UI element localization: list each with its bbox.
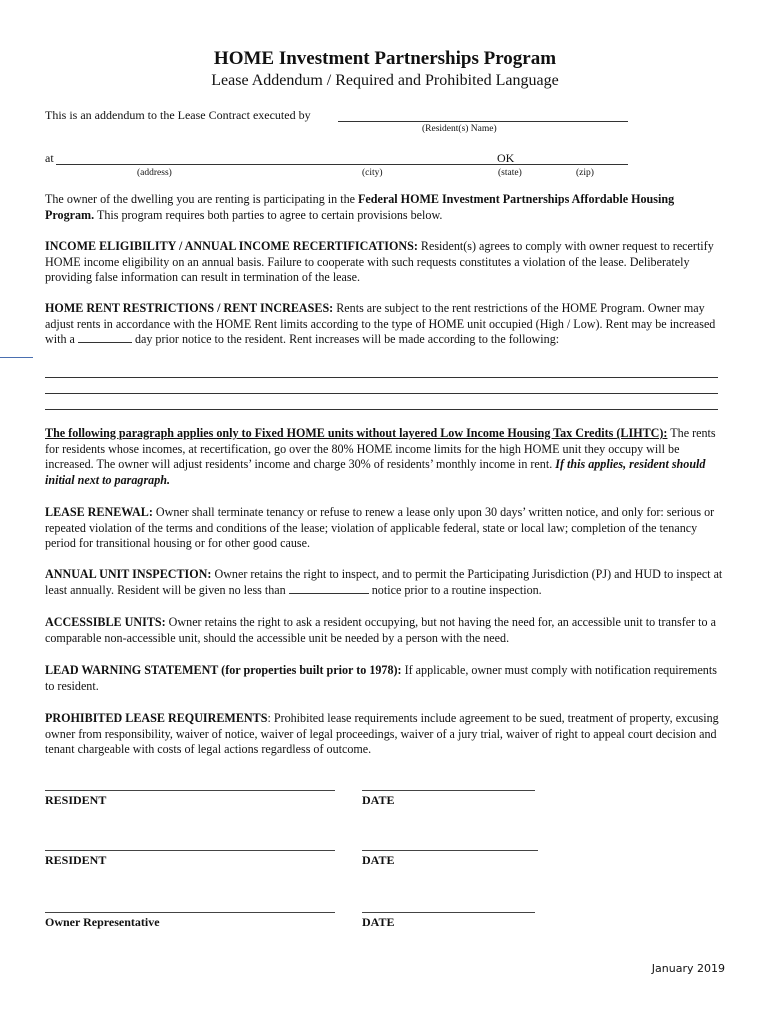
inspection-heading: ANNUAL UNIT INSPECTION: bbox=[45, 567, 212, 581]
state-value: OK bbox=[497, 151, 515, 165]
rent-terms-line-3[interactable] bbox=[45, 409, 718, 410]
rent-terms-line-2[interactable] bbox=[45, 393, 718, 394]
date-1-label: DATE bbox=[362, 793, 395, 807]
rent-terms-line-1[interactable] bbox=[45, 377, 718, 378]
accessible-section: ACCESSIBLE UNITS: Owner retains the right to ask a resident occupying, but not having the need for, an accessible unit to transfer to a comparable non-accessible unit, should the accessible unit be needed by a person with the need. bbox=[45, 615, 716, 645]
inspection-section: ANNUAL UNIT INSPECTION: Owner retains the right to inspect, and to permit the Participating Jurisdiction (PJ) and HUD to inspect at least annually. Resident will be given no less than notice prior to a routine inspection. bbox=[45, 567, 723, 597]
rent-heading: HOME RENT RESTRICTIONS / RENT INCREASES: bbox=[45, 301, 334, 315]
state-caption: (state) bbox=[498, 168, 522, 178]
resident-2-signature-line[interactable] bbox=[45, 850, 335, 851]
resident-1-label: RESIDENT bbox=[45, 793, 107, 807]
address-caption: (address) bbox=[137, 168, 172, 178]
date-1-line[interactable] bbox=[362, 790, 535, 791]
owner-representative-label: Owner Representative bbox=[45, 915, 160, 929]
zip-caption: (zip) bbox=[576, 168, 594, 178]
footer-date: January 2019 bbox=[651, 962, 725, 975]
lead-heading: LEAD WARNING STATEMENT (for properties built prior to 1978): bbox=[45, 663, 402, 677]
fixed-units-heading: The following paragraph applies only to Fixed HOME units without layered Low Income Housing Tax Credits (LIHTC): bbox=[45, 426, 668, 440]
prohibited-heading: PROHIBITED LEASE REQUIREMENTS bbox=[45, 711, 268, 725]
rent-notice-days-field[interactable] bbox=[78, 332, 132, 343]
resident-2-label: RESIDENT bbox=[45, 853, 107, 867]
address-field[interactable] bbox=[56, 164, 628, 165]
fixed-units-section: The following paragraph applies only to Fixed HOME units without layered Low Income Housing Tax Credits (LIHTC): The rents for residents whose incomes, at recertification, go over the 80% HOME income limits for the high HOME unit they occupy will be increased. The owner will adjust residents’ income and charge 30% of residents’ monthly income in rent. If this applies, resident should initial next to paragraph. bbox=[45, 426, 716, 487]
margin-mark bbox=[0, 357, 33, 358]
accessible-heading: ACCESSIBLE UNITS: bbox=[45, 615, 166, 629]
addendum-label: This is an addendum to the Lease Contract executed by bbox=[45, 108, 311, 122]
income-section: INCOME ELIGIBILITY / ANNUAL INCOME RECERTIFICATIONS: Resident(s) agrees to comply with owner request to recertify HOME income eligibility on an annual basis. Failure to cooperate with such requests constitutes a violation of the lease. Deliberately providing false information can result in termination of the lease. bbox=[45, 239, 714, 285]
date-2-line[interactable] bbox=[362, 850, 538, 851]
income-heading: INCOME ELIGIBILITY / ANNUAL INCOME RECERTIFICATIONS: bbox=[45, 239, 418, 253]
at-label: at bbox=[45, 151, 54, 165]
date-2-label: DATE bbox=[362, 853, 395, 867]
resident-name-field[interactable] bbox=[338, 121, 628, 122]
city-caption: (city) bbox=[362, 168, 383, 178]
document-title: HOME Investment Partnerships Program bbox=[213, 48, 557, 69]
date-3-line[interactable] bbox=[362, 912, 535, 913]
date-3-label: DATE bbox=[362, 915, 395, 929]
prohibited-section: PROHIBITED LEASE REQUIREMENTS: Prohibited lease requirements include agreement to be sued, treatment of property, excusing owner from responsibility, waiver of notice, waiver of legal proceedings, waiver of a jury trial, waiver of right to appeal court decision and tenant chargeable with costs of legal actions regardless of outcome. bbox=[45, 711, 719, 757]
lease-renewal-heading: LEASE RENEWAL: bbox=[45, 505, 153, 519]
lease-renewal-section: LEASE RENEWAL: Owner shall terminate tenancy or refuse to renew a lease only upon 30 days’ written notice, and only for: serious or repeated violation of the terms and conditions of the lease; violation of applicable federal, state or local law; completion of the tenancy period for transitional housing or for other good cause. bbox=[45, 505, 715, 551]
resident-1-signature-line[interactable] bbox=[45, 790, 335, 791]
owner-signature-line[interactable] bbox=[45, 912, 335, 913]
document-subtitle: Lease Addendum / Required and Prohibited Language bbox=[211, 72, 559, 89]
lead-section: LEAD WARNING STATEMENT (for properties built prior to 1978): If applicable, owner must comply with notification requirements to resident. bbox=[45, 663, 717, 693]
resident-name-caption: (Resident(s) Name) bbox=[422, 124, 497, 134]
inspection-notice-field[interactable] bbox=[289, 583, 369, 594]
owner-paragraph: The owner of the dwelling you are renting is participating in the Federal HOME Investment Partnerships Affordable Housing Program. This program requires both parties to agree to certain provisions below. bbox=[45, 192, 675, 222]
rent-section: HOME RENT RESTRICTIONS / RENT INCREASES: Rents are subject to the rent restrictions of the HOME Program. Owner may adjust rents in accordance with the HOME Rent limits according to the type of HOME unit occupied (High / Low). Rent may be increased with a day prior notice to the resident. Rent increases will be made according to the following: bbox=[45, 301, 716, 347]
